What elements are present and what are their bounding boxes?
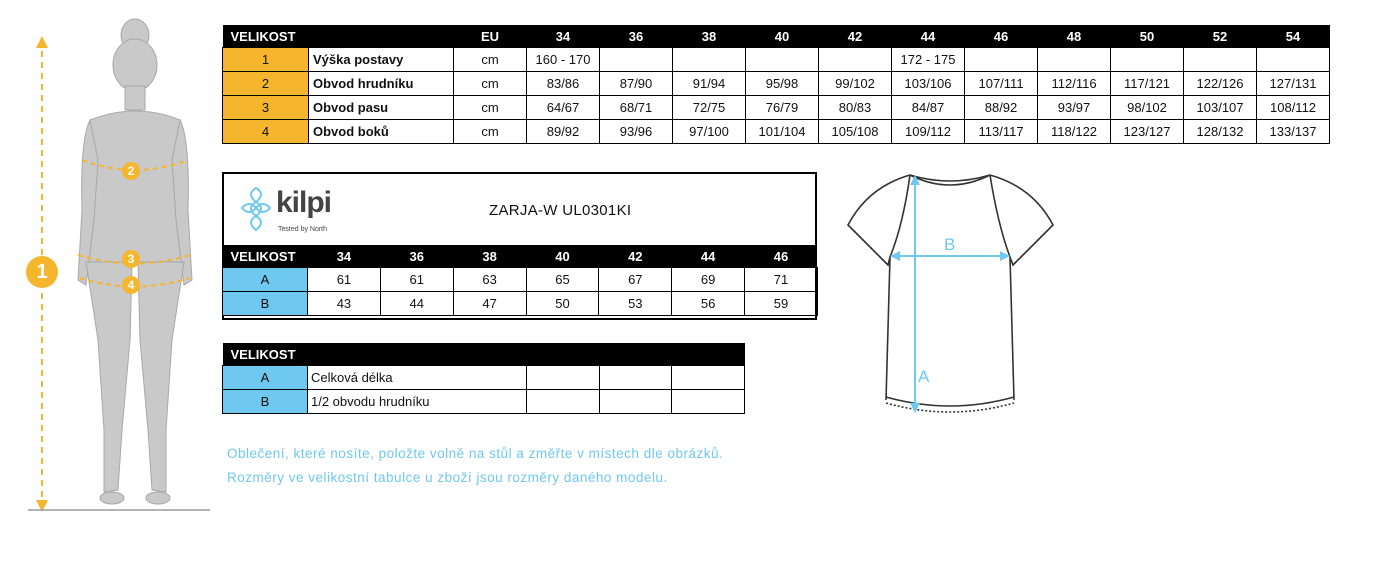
kilpi-logo [238, 180, 348, 240]
size-header: VELIKOST [223, 25, 454, 48]
table-cell: 44 [380, 292, 453, 316]
table-cell [673, 48, 746, 72]
table-cell: 122/126 [1184, 72, 1257, 96]
table-cell: 103/107 [1184, 96, 1257, 120]
table-cell: 103/106 [892, 72, 965, 96]
table-cell: 87/90 [600, 72, 673, 96]
table-cell: 127/131 [1257, 72, 1330, 96]
table-cell: 112/116 [1038, 72, 1111, 96]
table-row [223, 268, 818, 292]
size-col: 52 [1184, 25, 1257, 48]
row-number: 4 [223, 120, 309, 144]
row-label: A [223, 366, 308, 390]
table-cell: 71 [745, 268, 818, 292]
table-row [223, 292, 818, 316]
table-cell: 64/67 [527, 96, 600, 120]
table-cell: 107/111 [965, 72, 1038, 96]
size-col: 42 [599, 245, 672, 268]
table-cell: 172 - 175 [892, 48, 965, 72]
size-col: 34 [308, 245, 381, 268]
table-cell: 123/127 [1111, 120, 1184, 144]
table-row [223, 120, 1330, 144]
table-cell: 47 [453, 292, 526, 316]
table-cell: 93/96 [600, 120, 673, 144]
table-cell [819, 48, 892, 72]
table-cell: 84/87 [892, 96, 965, 120]
empty-cell [527, 390, 600, 414]
empty-cell [672, 390, 745, 414]
brand-tagline: Tested by North [278, 226, 328, 233]
table-cell: 69 [672, 268, 745, 292]
table-cell [1184, 48, 1257, 72]
row-label: B [223, 390, 308, 414]
table-cell [1111, 48, 1184, 72]
size-col: 46 [745, 245, 818, 268]
row-label: B [223, 292, 308, 316]
measurement-name: Výška postavy [309, 48, 454, 72]
marker-4: 4 [122, 276, 140, 294]
table-cell [746, 48, 819, 72]
unit-cell: cm [454, 120, 527, 144]
table-cell: 118/122 [1038, 120, 1111, 144]
table-cell: 93/97 [1038, 96, 1111, 120]
measurement-name: Obvod pasu [309, 96, 454, 120]
table-header-row [223, 25, 1330, 48]
table-cell: 50 [526, 292, 599, 316]
size-header: VELIKOST [223, 245, 308, 268]
legend-text: Celková délka [308, 366, 527, 390]
size-col: 44 [892, 25, 965, 48]
size-col: 48 [1038, 25, 1111, 48]
size-col: 36 [380, 245, 453, 268]
table-cell [965, 48, 1038, 72]
table-cell: 76/79 [746, 96, 819, 120]
table-cell: 95/98 [746, 72, 819, 96]
table-cell: 88/92 [965, 96, 1038, 120]
unit-header: EU [454, 25, 527, 48]
brand-name: kilpi [276, 186, 332, 219]
size-col: 50 [1111, 25, 1184, 48]
table-cell: 43 [308, 292, 381, 316]
size-col: 38 [673, 25, 746, 48]
table-cell: 91/94 [673, 72, 746, 96]
size-col: 36 [600, 25, 673, 48]
size-col: 40 [746, 25, 819, 48]
table-cell: 99/102 [819, 72, 892, 96]
table-cell: 83/86 [527, 72, 600, 96]
body-measurement-figure [20, 10, 220, 520]
measurement-name: Obvod hrudníku [309, 72, 454, 96]
table-cell: 117/121 [1111, 72, 1184, 96]
table-header-row [223, 245, 818, 268]
table-header-row [223, 343, 745, 366]
table-cell: 61 [380, 268, 453, 292]
unit-cell: cm [454, 72, 527, 96]
table-cell: 109/112 [892, 120, 965, 144]
row-number: 1 [223, 48, 309, 72]
table-row [223, 390, 745, 414]
empty-cell [672, 366, 745, 390]
size-col: 54 [1257, 25, 1330, 48]
table-row [223, 366, 745, 390]
table-cell: 80/83 [819, 96, 892, 120]
table-cell: 101/104 [746, 120, 819, 144]
table-cell: 53 [599, 292, 672, 316]
table-cell: 105/108 [819, 120, 892, 144]
size-note: Rozměry ve velikostní tabulce u zboží jsou rozměry daného modelu. [227, 470, 668, 485]
table-cell: 133/137 [1257, 120, 1330, 144]
label-a: A [918, 367, 930, 386]
table-cell: 160 - 170 [527, 48, 600, 72]
legend-text: 1/2 obvodu hrudníku [308, 390, 527, 414]
size-col: 46 [965, 25, 1038, 48]
table-cell: 113/117 [965, 120, 1038, 144]
size-col: 38 [453, 245, 526, 268]
table-row [223, 96, 1330, 120]
unit-cell: cm [454, 48, 527, 72]
table-cell: 72/75 [673, 96, 746, 120]
product-size-table [222, 245, 818, 316]
tshirt-outline-illustration [838, 165, 1063, 420]
table-cell: 108/112 [1257, 96, 1330, 120]
table-cell: 97/100 [673, 120, 746, 144]
measurement-legend-table [222, 343, 745, 414]
body-size-table [222, 25, 1330, 144]
unit-cell: cm [454, 96, 527, 120]
table-cell: 61 [308, 268, 381, 292]
table-cell [600, 48, 673, 72]
table-row [223, 48, 1330, 72]
size-col: 34 [527, 25, 600, 48]
size-col: 40 [526, 245, 599, 268]
table-row [223, 72, 1330, 96]
marker-2: 2 [122, 162, 140, 180]
marker-3: 3 [122, 250, 140, 268]
size-header: VELIKOST [223, 343, 745, 366]
table-cell: 65 [526, 268, 599, 292]
model-name: ZARJA-W UL0301KI [489, 202, 632, 219]
empty-cell [599, 390, 672, 414]
size-col: 42 [819, 25, 892, 48]
measurement-name: Obvod boků [309, 120, 454, 144]
row-number: 2 [223, 72, 309, 96]
empty-cell [599, 366, 672, 390]
table-cell [1257, 48, 1330, 72]
tshirt-diagram [838, 165, 1063, 420]
table-cell: 56 [672, 292, 745, 316]
label-b: B [944, 235, 956, 254]
empty-cell [527, 366, 600, 390]
size-col: 44 [672, 245, 745, 268]
table-cell: 59 [745, 292, 818, 316]
measuring-instruction-note: Oblečení, které nosíte, položte volně na stůl a změřte v místech dle obrázků. [227, 446, 724, 461]
table-cell: 98/102 [1111, 96, 1184, 120]
row-number: 3 [223, 96, 309, 120]
table-cell: 89/92 [527, 120, 600, 144]
table-cell: 128/132 [1184, 120, 1257, 144]
table-cell: 68/71 [600, 96, 673, 120]
table-cell: 67 [599, 268, 672, 292]
table-cell [1038, 48, 1111, 72]
row-label: A [223, 268, 308, 292]
table-cell: 63 [453, 268, 526, 292]
marker-1: 1 [26, 256, 58, 288]
